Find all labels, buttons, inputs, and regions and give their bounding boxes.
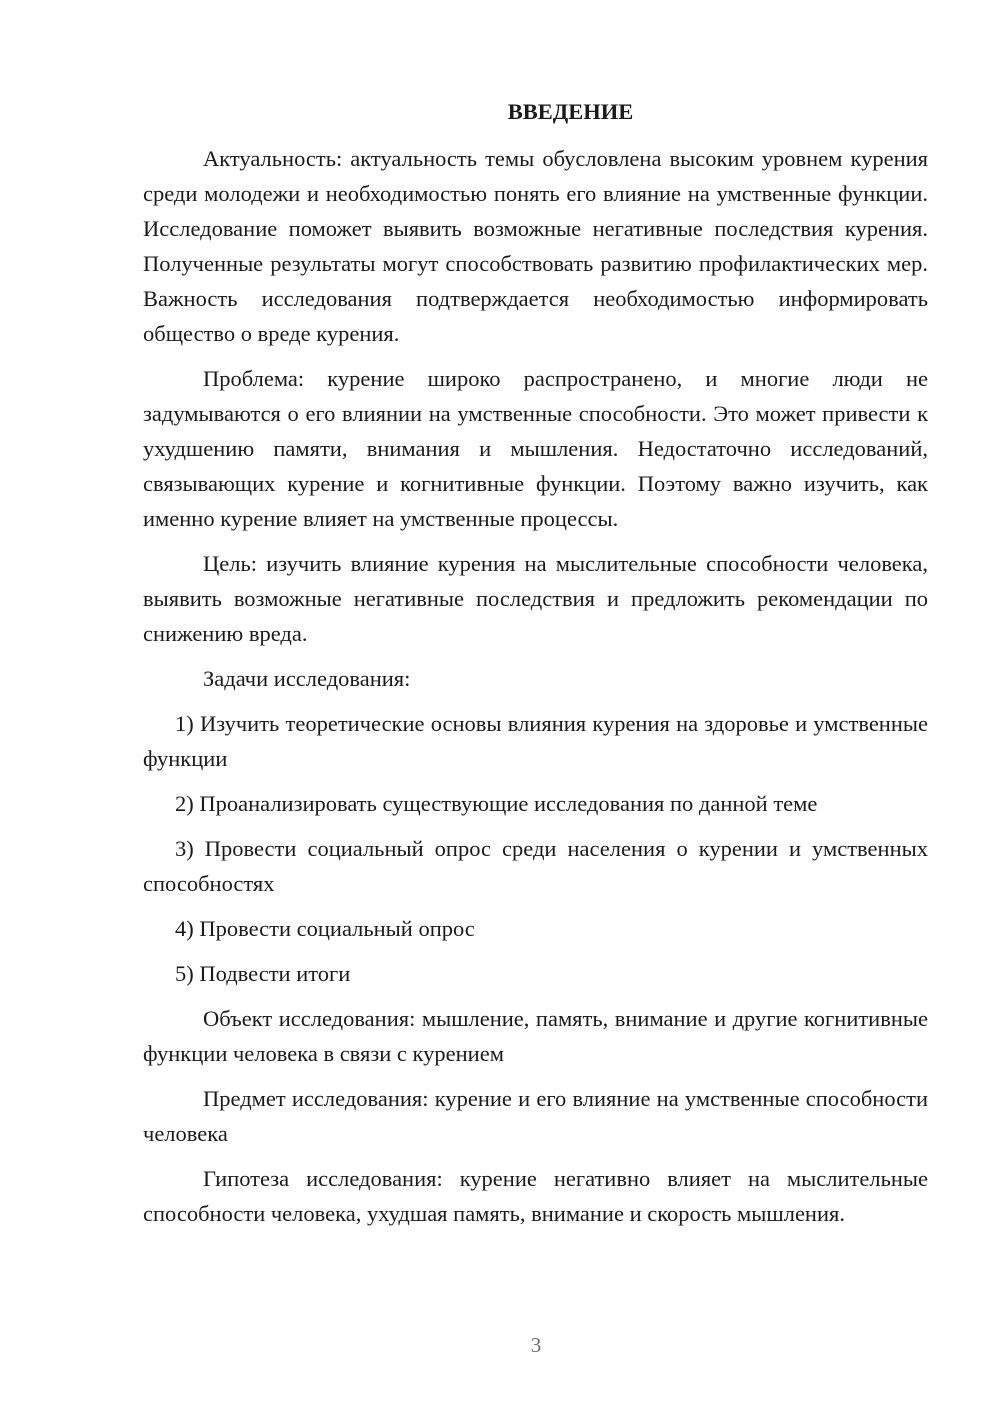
paragraph-hypothesis: Гипотеза исследования: курение негативно влияет на мыслительные способности человека, ухудшая память, внимание и скорость мышления.: [143, 1166, 928, 1226]
document-page: [143, 94, 928, 1241]
paragraph-goal: Цель: изучить влияние курения на мыслительные способности человека, выявить возможные негативные последствия и предложить рекомендации по снижению вреда.: [143, 551, 928, 646]
task-item: 4) Провести социальный опрос: [175, 916, 475, 941]
tasks-heading: Задачи исследования:: [203, 666, 411, 691]
task-item: 3) Провести социальный опрос среди населения о курении и умственных способностях: [143, 836, 928, 896]
task-item: 5) Подвести итоги: [175, 961, 351, 986]
task-item: 1) Изучить теоретические основы влияния курения на здоровье и умственные функции: [143, 711, 928, 771]
page-title: ВВЕДЕНИЕ: [507, 99, 634, 124]
paragraph-subject: Предмет исследования: курение и его влияние на умственные способности человека: [143, 1086, 928, 1146]
task-item: 2) Проанализировать существующие исследования по данной теме: [175, 791, 818, 816]
paragraph-object: Объект исследования: мышление, память, внимание и другие когнитивные функции человека в связи с курением: [143, 1006, 928, 1066]
paragraph-relevance: Актуальность: актуальность темы обусловлена высоким уровнем курения среди молодежи и необходимостью понять его влияние на умственные функции. Исследование поможет выявить возможные негативные последствия курения. Полученные результаты могут способствовать развитию профилактических мер. Важность исследования подтверждается необходимостью информировать общество о вреде курения.: [143, 146, 928, 346]
page-number: 3: [530, 1333, 542, 1357]
paragraph-problem: Проблема: курение широко распространено, и многие люди не задумываются о его влиянии на умственные способности. Это может привести к ухудшению памяти, внимания и мышления. Недостаточно исследований, связывающих курение и когнитивные функции. Поэтому важно изучить, как именно курение влияет на умственные процессы.: [143, 366, 928, 531]
